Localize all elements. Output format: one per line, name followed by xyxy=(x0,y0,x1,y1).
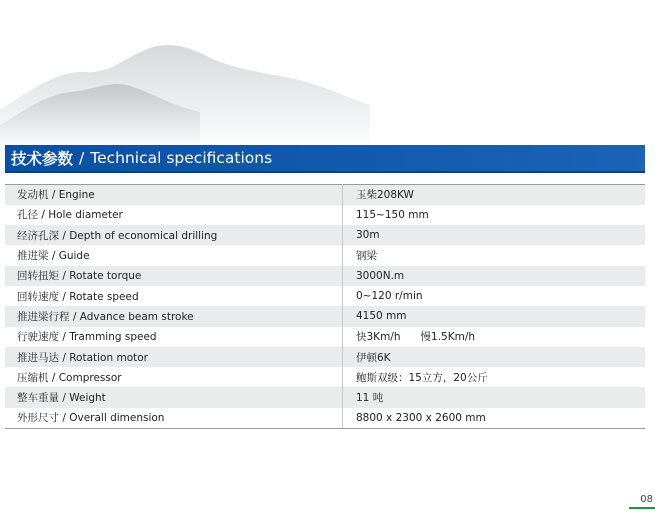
spec-value: 伊顿6K xyxy=(343,347,646,367)
table-row xyxy=(5,347,645,367)
page-number: 08 xyxy=(640,494,653,505)
table-row xyxy=(5,225,645,245)
spec-label: 孔径 / Hole diameter xyxy=(5,205,343,225)
spec-value: 30m xyxy=(343,225,646,245)
title-separator: / xyxy=(79,149,85,167)
spec-label: 经济孔深 / Depth of economical drilling xyxy=(5,225,343,245)
table-row xyxy=(5,306,645,326)
spec-value: 11 吨 xyxy=(343,387,646,407)
page-accent-line xyxy=(629,507,655,509)
table-row xyxy=(5,185,645,205)
spec-table xyxy=(5,184,645,429)
table-row xyxy=(5,327,645,347)
table-row xyxy=(5,387,645,407)
spec-label: 推进梁行程 / Advance beam stroke xyxy=(5,306,343,326)
table-row xyxy=(5,367,645,387)
mountain-decoration xyxy=(0,0,655,150)
spec-label: 压缩机 / Compressor xyxy=(5,367,343,387)
table-row xyxy=(5,408,645,428)
spec-value: 0~120 r/min xyxy=(343,286,646,306)
section-title-bar xyxy=(5,145,645,173)
spec-label: 推进梁 / Guide xyxy=(5,245,343,265)
spec-value: 玉柴208KW xyxy=(343,185,646,205)
spec-value: 3000N.m xyxy=(343,266,646,286)
spec-value: 8800 x 2300 x 2600 mm xyxy=(343,408,646,428)
spec-label: 行驶速度 / Tramming speed xyxy=(5,327,343,347)
spec-label: 推进马达 / Rotation motor xyxy=(5,347,343,367)
spec-value: 4150 mm xyxy=(343,306,646,326)
spec-value: 快3Km/h 慢1.5Km/h xyxy=(343,327,646,347)
table-row xyxy=(5,245,645,265)
spec-label: 发动机 / Engine xyxy=(5,185,343,205)
table-row xyxy=(5,286,645,306)
spec-value: 115~150 mm xyxy=(343,205,646,225)
spec-value: 钢梁 xyxy=(343,245,646,265)
spec-label: 整车重量 / Weight xyxy=(5,387,343,407)
spec-value: 鲍斯双级：15立方，20公斤 xyxy=(343,367,646,387)
spec-label: 回转速度 / Rotate speed xyxy=(5,286,343,306)
section-title-en: Technical specifications xyxy=(90,149,273,167)
section-title-zh: 技术参数 xyxy=(11,150,74,168)
spec-label: 外形尺寸 / Overall dimension xyxy=(5,408,343,428)
table-row xyxy=(5,205,645,225)
table-row xyxy=(5,266,645,286)
spec-label: 回转扭矩 / Rotate torque xyxy=(5,266,343,286)
